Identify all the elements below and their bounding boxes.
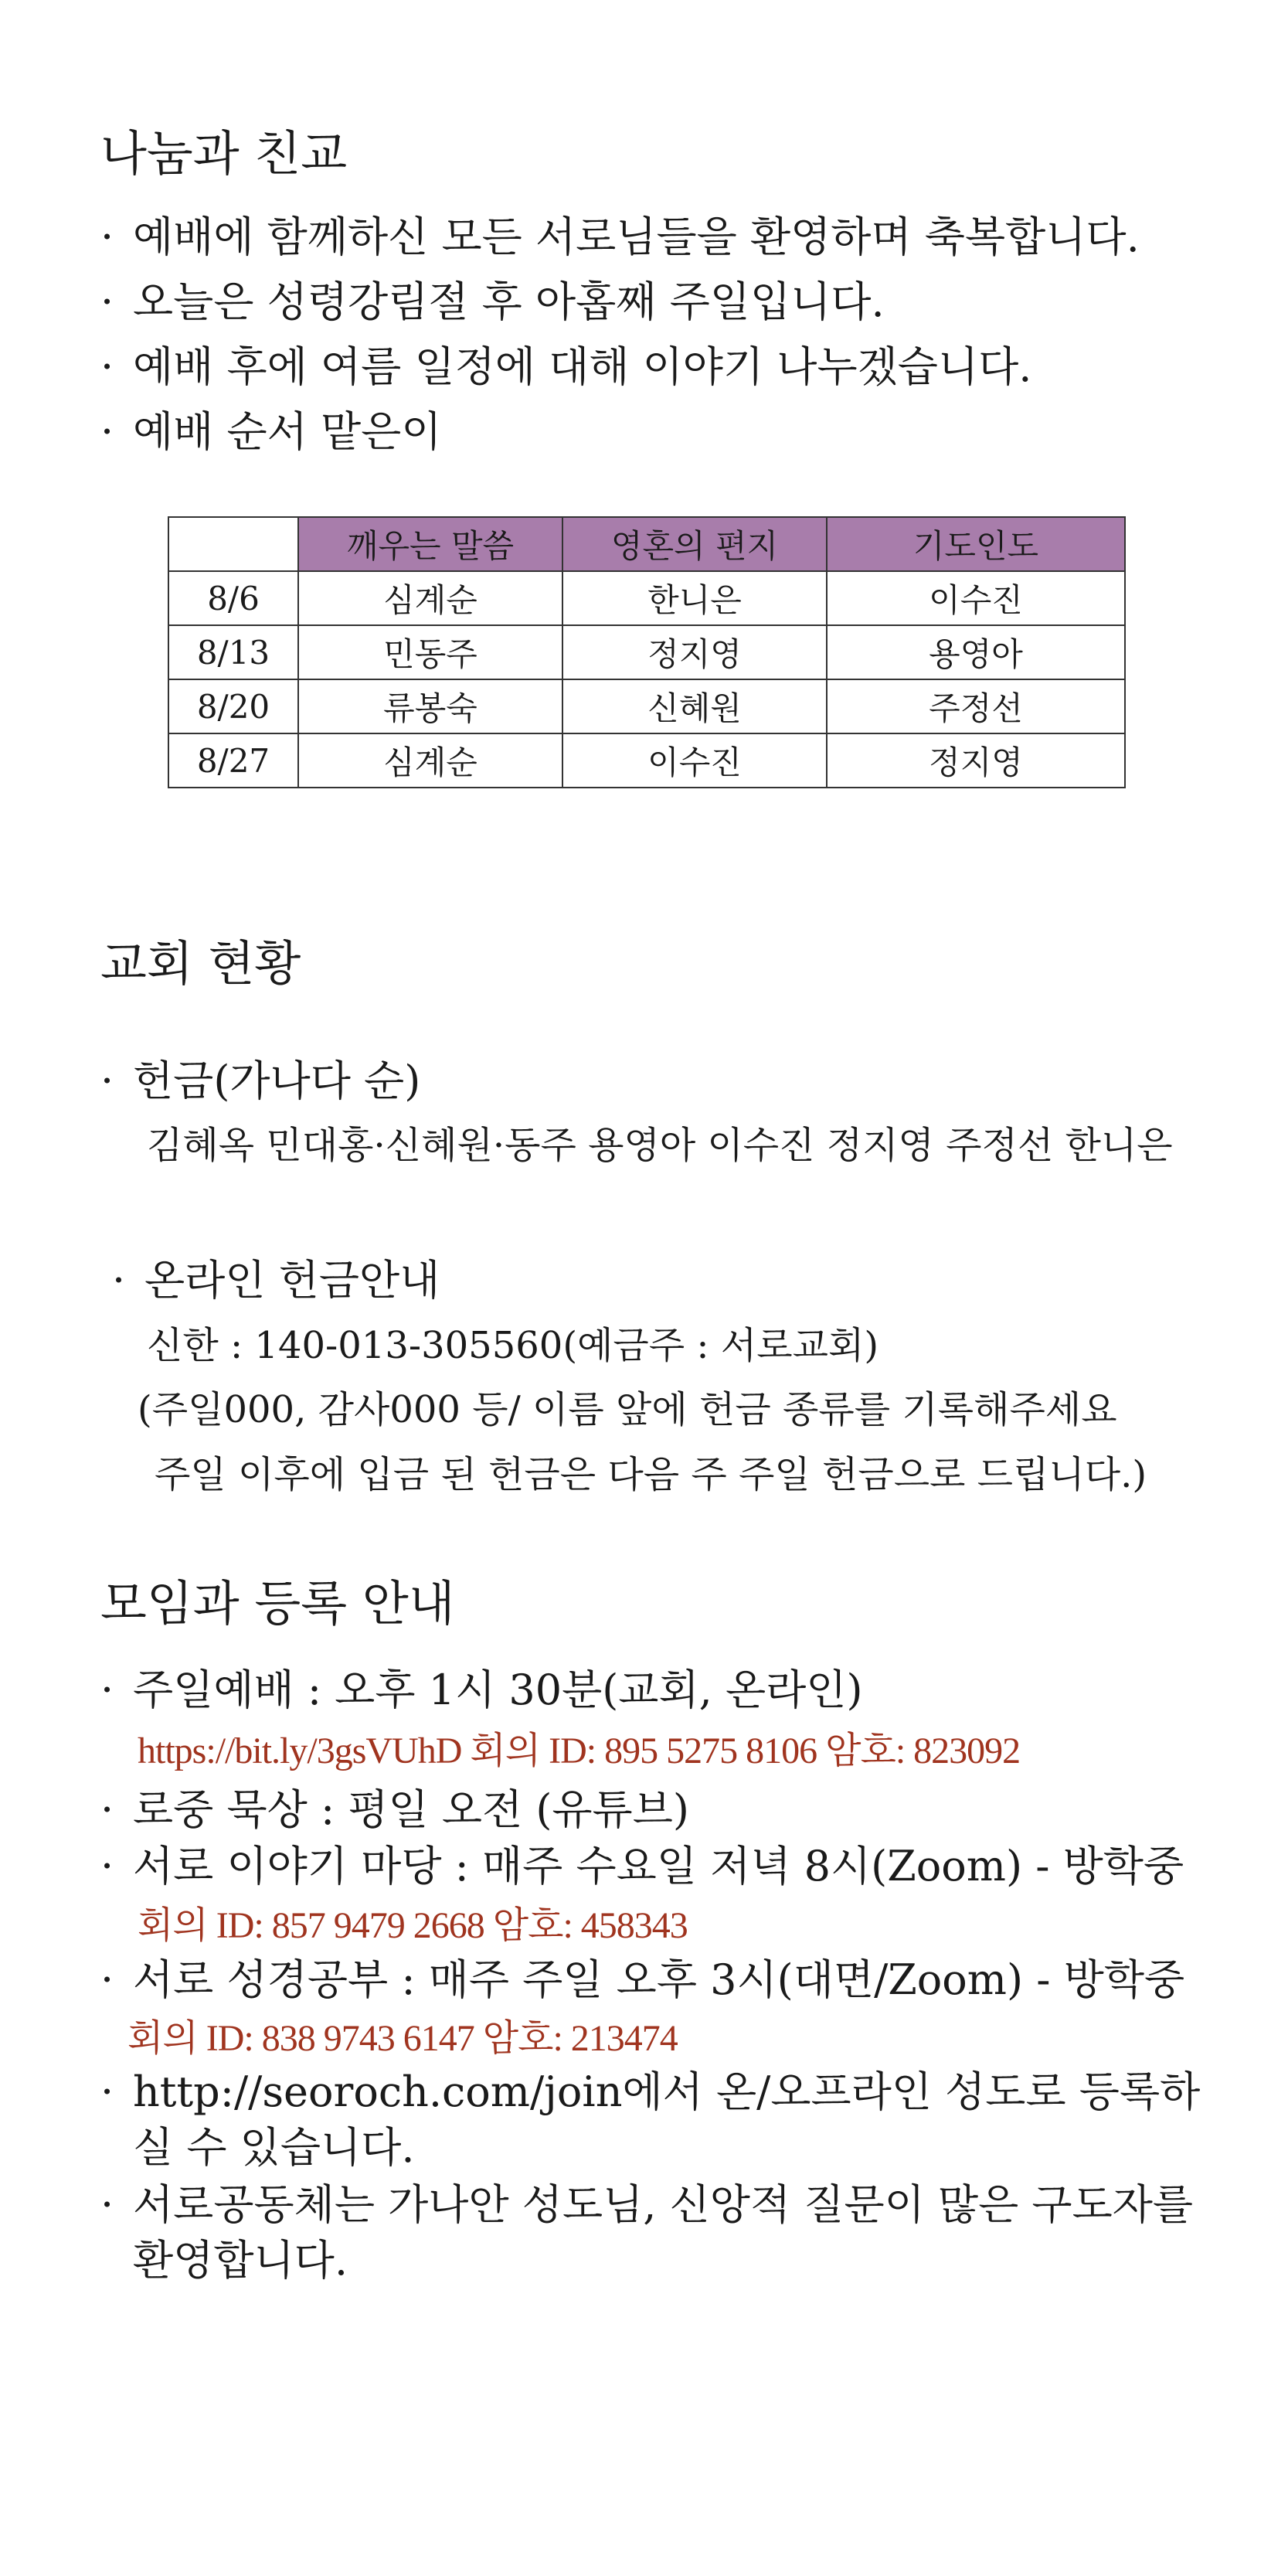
table-cell-date: 8/27 [168,733,298,788]
table-cell-date: 8/13 [168,625,298,679]
sharing-bullet-4 [100,407,442,456]
bullet-mark: · [100,342,114,391]
registration-text: http://seoroch.com/join에서 온/오프라인 성도로 등록하 [133,2067,1201,2116]
bullet-mark: · [100,213,114,261]
bullet-mark: · [100,1955,114,2004]
worship-roles-table [168,516,1126,788]
gatherings-title: 모임과 등록 안내 [100,1575,455,1632]
gathering-item-text: 로중 묵상 : 평일 오전 (유튜브) [133,1785,689,1834]
gathering-item-bible-study [100,1955,1185,2004]
bullet-mark: · [100,1057,114,1105]
sharing-bullet-text: 예배 순서 맡은이 [133,407,442,456]
bullet-mark: · [100,277,114,326]
table-cell: 용영아 [827,625,1125,679]
table-header-cell [168,517,298,571]
sharing-bullet-1 [100,213,1140,261]
sharing-bullet-2 [100,277,885,326]
table-cell: 류봉숙 [298,679,562,733]
table-cell: 주정선 [827,679,1125,733]
bible-study-zoom-info: 회의 ID: 838 9743 6147 암호: 213474 [127,2018,678,2059]
table-header-cell: 깨우는 말씀 [298,517,562,571]
table-cell: 이수진 [562,733,827,788]
table-cell-date: 8/20 [168,679,298,733]
bullet-mark: · [100,407,114,456]
bullet-mark: · [100,2067,114,2116]
bullet-mark: · [100,2180,114,2229]
welcome-text: 서로공동체는 가나안 성도님, 신앙적 질문이 많은 구도자를 [133,2180,1194,2229]
offering-names: 김혜옥 민대홍·신혜원·동주 용영아 이수진 정지영 주정선 한니은 [147,1124,1173,1167]
online-account: 신한 : 140-013-305560(예금주 : 서로교회) [147,1324,879,1367]
sharing-bullet-3 [100,342,1032,391]
gathering-item-sunday-worship [100,1666,863,1714]
online-note-1: (주일000, 감사000 등/ 이름 앞에 헌금 종류를 기록해주세요 [138,1388,1117,1431]
bullet-mark: · [112,1256,126,1305]
gathering-item-story-forum [100,1842,1184,1890]
table-cell: 정지영 [827,733,1125,788]
table-cell: 정지영 [562,625,827,679]
gathering-item-text: 주일예배 : 오후 1시 30분(교회, 온라인) [133,1666,863,1714]
gathering-item-text: 서로 성경공부 : 매주 주일 오후 3시(대면/Zoom) - 방학중 [133,1955,1185,2004]
table-row [168,733,1125,788]
bullet-mark: · [100,1842,114,1890]
table-cell: 신혜원 [562,679,827,733]
sunday-worship-zoom-info: https://bit.ly/3gsVUhD 회의 ID: 895 5275 8106 암호: 823092 [138,1730,1021,1771]
table-header-cell: 기도인도 [827,517,1125,571]
sharing-title: 나눔과 친교 [100,125,348,182]
table-header-cell: 영혼의 편지 [562,517,827,571]
table-cell: 심계순 [298,571,562,625]
table-cell: 심계순 [298,733,562,788]
table-cell: 한니은 [562,571,827,625]
church-status-title: 교회 현황 [100,935,301,992]
gathering-item-losung [100,1785,689,1834]
registration-line-2: 실 수 있습니다. [133,2123,415,2172]
welcome-line-2: 환영합니다. [133,2236,348,2285]
online-note-2: 주일 이후에 입금 된 헌금은 다음 주 주일 헌금으로 드립니다.) [155,1453,1147,1496]
sharing-bullet-text: 오늘은 성령강림절 후 아홉째 주일입니다. [133,277,885,326]
online-offering-heading [112,1256,440,1305]
table-row [168,571,1125,625]
story-forum-zoom-info: 회의 ID: 857 9479 2668 암호: 458343 [138,1905,688,1946]
table-cell: 이수진 [827,571,1125,625]
sharing-bullet-text: 예배 후에 여름 일정에 대해 이야기 나누겠습니다. [133,342,1032,391]
table-header-row [168,517,1125,571]
gathering-item-text: 서로 이야기 마당 : 매주 수요일 저녁 8시(Zoom) - 방학중 [133,1842,1184,1890]
offering-heading [100,1057,421,1105]
online-offering-heading-text: 온라인 헌금안내 [144,1256,440,1305]
table-cell: 민동주 [298,625,562,679]
sharing-bullet-text: 예배에 함께하신 모든 서로님들을 환영하며 축복합니다. [133,213,1140,261]
welcome-line-1 [100,2180,1194,2229]
registration-line-1 [100,2067,1201,2116]
table-row [168,625,1125,679]
table-row [168,679,1125,733]
offering-heading-text: 헌금(가나다 순) [133,1057,421,1105]
table-cell-date: 8/6 [168,571,298,625]
bullet-mark: · [100,1666,114,1714]
bullet-mark: · [100,1785,114,1834]
